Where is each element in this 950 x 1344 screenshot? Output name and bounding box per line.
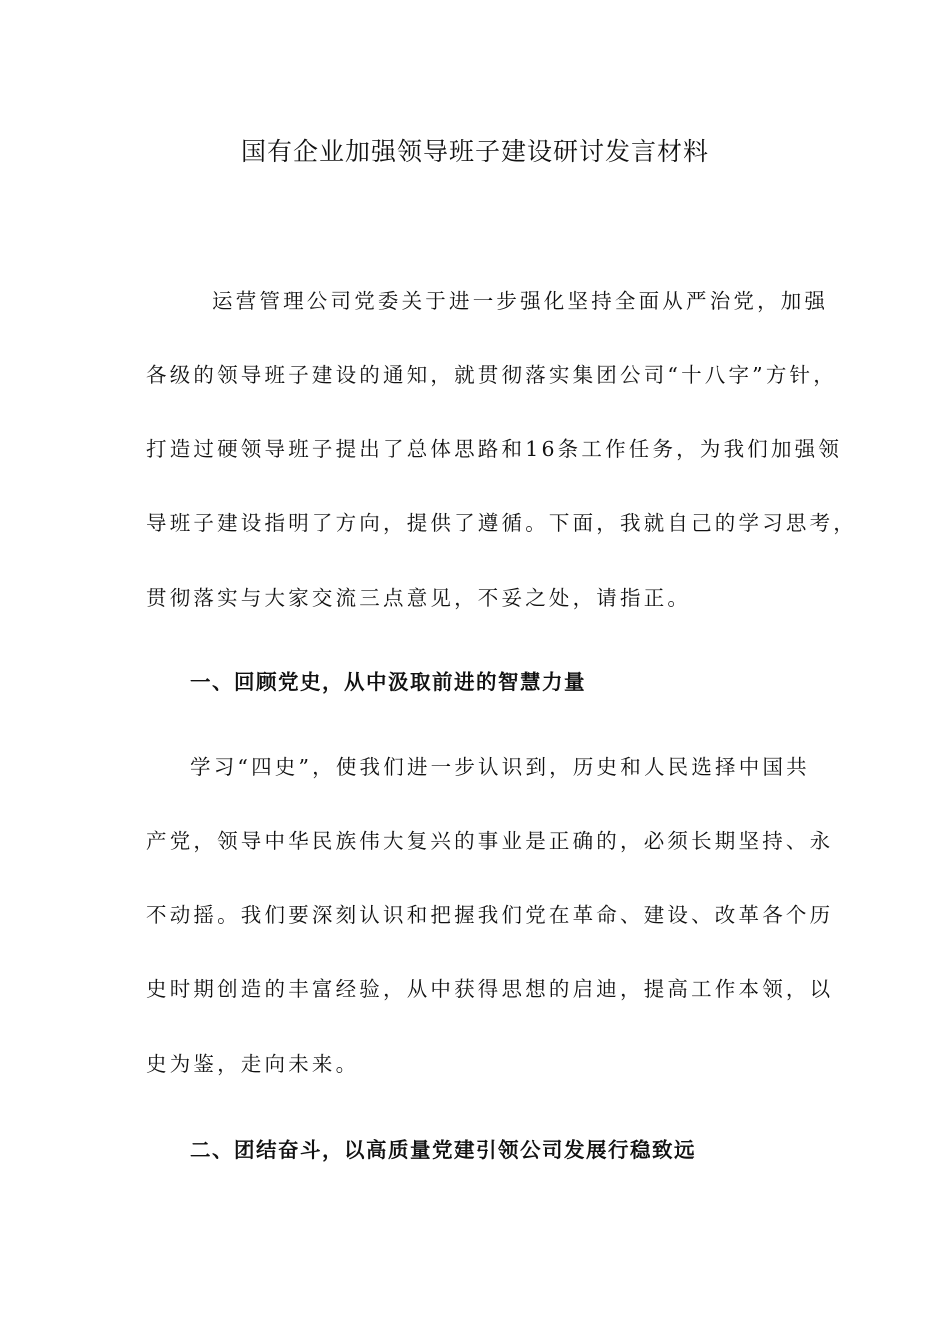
document-title: 国有企业加强领导班子建设研讨发言材料 bbox=[240, 137, 709, 166]
section-1-line-3: 不动摇。我们要深刻认识和把握我们党在革命、建设、改革各个历 bbox=[146, 903, 834, 927]
section-1-line-4: 史时期创造的丰富经验，从中获得思想的启迪，提高工作本领，以 bbox=[146, 977, 834, 1001]
intro-line-4: 导班子建设指明了方向，提供了遵循。下面，我就自己的学习思考， bbox=[146, 511, 857, 535]
section-1-line-1: 学习“四史”，使我们进一步认识到，历史和人民选择中国共 bbox=[190, 755, 810, 779]
intro-line-3: 打造过硬领导班子提出了总体思路和16条工作任务，为我们加强领 bbox=[146, 437, 843, 461]
intro-line-1: 运营管理公司党委关于进一步强化坚持全面从严治党，加强 bbox=[212, 289, 829, 313]
section-2-heading: 二、团结奋斗，以高质量党建引领公司发展行稳致远 bbox=[190, 1138, 696, 1162]
section-1-line-2: 产党，领导中华民族伟大复兴的事业是正确的，必须长期坚持、永 bbox=[146, 829, 834, 853]
section-1-heading: 一、回顾党史，从中汲取前进的智慧力量 bbox=[190, 670, 586, 694]
section-1-line-5: 史为鉴，走向未来。 bbox=[146, 1052, 360, 1076]
intro-line-2: 各级的领导班子建设的通知，就贯彻落实集团公司“十八字”方针， bbox=[146, 363, 837, 387]
intro-line-5: 贯彻落实与大家交流三点意见，不妥之处，请指正。 bbox=[146, 586, 692, 610]
